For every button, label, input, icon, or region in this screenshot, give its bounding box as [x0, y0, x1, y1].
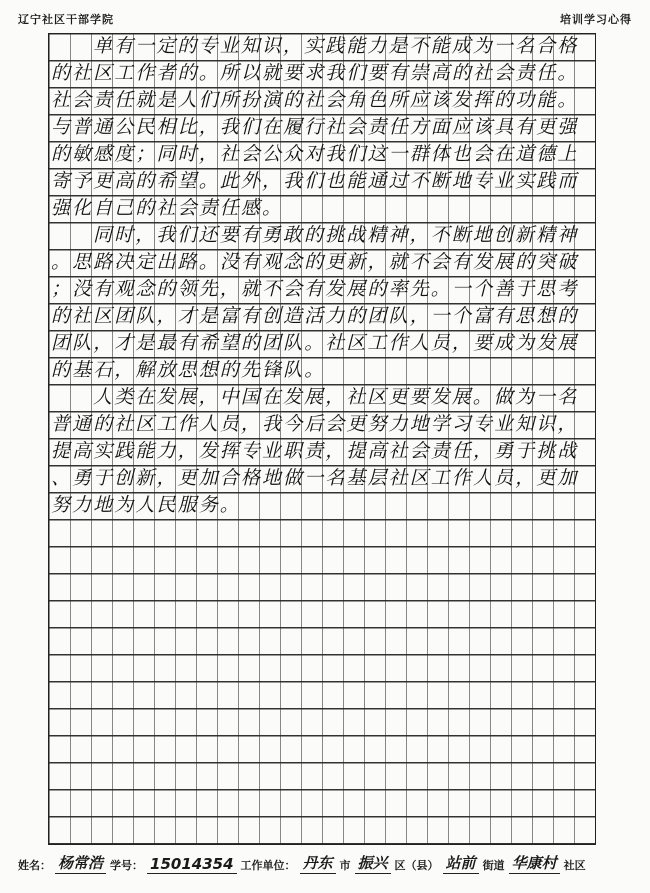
street-value: 站前 — [443, 852, 479, 874]
text-line: 提高实践能力，发挥专业职责，提高社会责任，勇于挑战 — [51, 440, 579, 462]
street-label: 街道 — [482, 859, 505, 872]
community-value: 华康村 — [509, 852, 560, 874]
text-line: 的基石，解放思想的先锋队。 — [51, 359, 326, 381]
text-line: 。思路决定出路。没有观念的更新，就不会有发展的突破 — [51, 251, 579, 273]
text-line: 的社区工作者的。所以就要求我们要有崇高的社会责任。 — [51, 62, 579, 84]
unit-label: 工作单位： — [240, 859, 296, 872]
text-line: 人类在发展，中国在发展，社区更要发展。做为一名 — [93, 386, 579, 408]
text-line: 社会责任就是人们所扮演的社会角色所应该发挥的功能。 — [51, 89, 579, 111]
text-line: 同时，我们还要有勇敢的挑战精神，不断地创新精神 — [93, 224, 579, 246]
text-line: 强化自己的社会责任感。 — [51, 197, 284, 219]
text-line: 普通的社区工作人员，我今后会更努力地学习专业知识， — [51, 413, 579, 435]
id-label: 学号： — [110, 859, 144, 872]
text-line: 的敏感度；同时，社会公众对我们这一群体也会在道德上 — [51, 143, 579, 165]
text-line: 、勇于创新，更加合格地做一名基层社区工作人员，更加 — [51, 467, 579, 489]
text-line: 单有一定的专业知识，实践能力是不能成为一名合格 — [93, 35, 579, 57]
header-institution: 辽宁社区干部学院 — [18, 13, 114, 26]
text-line: 努力地为人民服务。 — [51, 494, 241, 516]
community-label: 社区 — [563, 859, 586, 872]
grid-paper — [48, 33, 596, 845]
text-line: 团队，才是最有希望的团队。社区工作人员，要成为发展 — [51, 332, 579, 354]
text-line: ；没有观念的领先，就不会有发展的率先。一个善于思考 — [51, 278, 579, 300]
handwritten-text-block — [49, 34, 595, 520]
district-value: 振兴 — [355, 852, 391, 874]
name-value: 杨常浩 — [55, 852, 106, 874]
text-line: 的社区团队，才是富有创造活力的团队，一个富有思想的 — [51, 305, 579, 327]
text-line: 寄予更高的希望。此外，我们也能通过不断地专业实践而 — [51, 170, 579, 192]
name-label: 姓名： — [18, 859, 51, 872]
city-value: 丹东 — [300, 852, 336, 874]
footer-info — [18, 852, 633, 874]
header-doc-type: 培训学习心得 — [560, 13, 632, 26]
id-value: 15014354 — [147, 855, 237, 874]
district-label: 区（县） — [394, 859, 439, 872]
text-line: 与普通公民相比，我们在履行社会责任方面应该具有更强 — [51, 116, 579, 138]
city-label: 市 — [339, 859, 351, 872]
